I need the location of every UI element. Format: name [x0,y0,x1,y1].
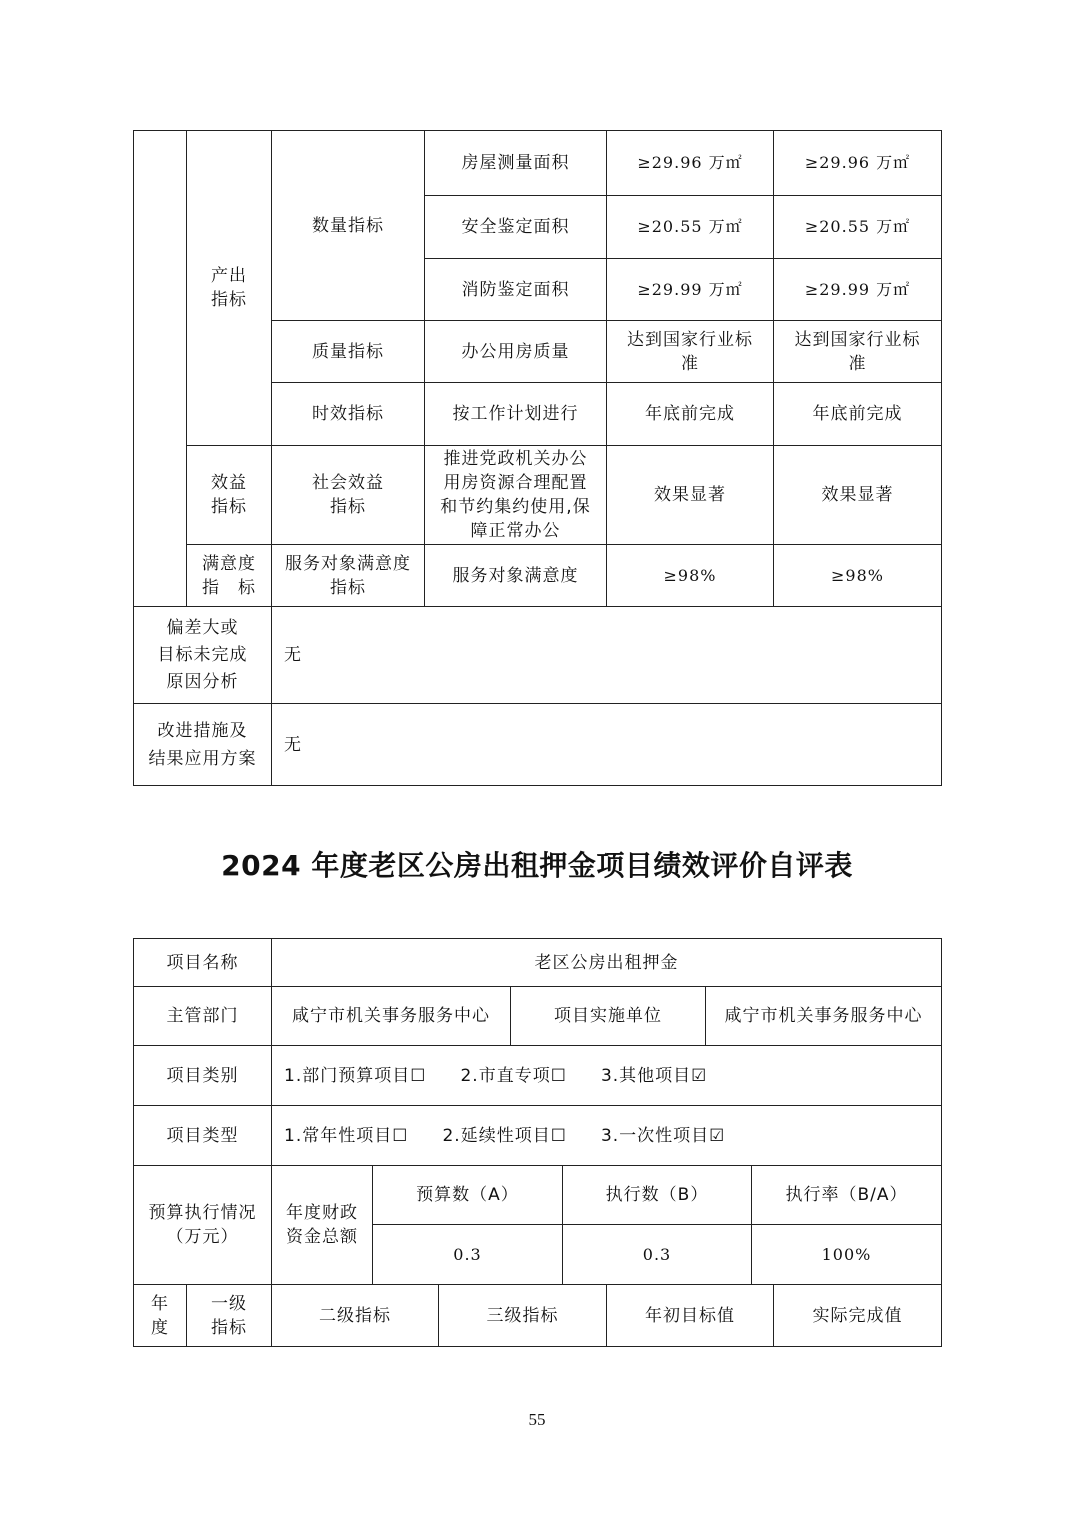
dept-value: 咸宁市机关事务服务中心 [292,1006,490,1026]
impl-value: 咸宁市机关事务服务中心 [724,1006,923,1026]
dept-label: 主管部门 [166,1006,239,1026]
budget-value-b: 0.3 [642,1244,672,1264]
actual-social-benefit: 效果显著 [821,485,894,505]
fiscal-total-label: 年度财政 资金总额 [286,1203,358,1247]
deviation-value: 无 [284,645,302,665]
item-social-benefit: 推进党政机关办公 用房资源合理配置 和节约集约使用,保 障正常办公 [440,449,591,541]
budget-value-a: 0.3 [453,1244,482,1264]
target-house-survey-area: ≥29.96 万㎡ [637,153,743,172]
level1-benefit-indicator: 效益 指标 [211,473,247,517]
actual-fire-appraisal-area: ≥29.99 万㎡ [804,279,911,299]
target-fire-appraisal-area: ≥29.99 万㎡ [637,279,743,299]
category-option-city-special[interactable]: 2.市直专项☐ [460,1065,567,1086]
page-number: 55 [528,1410,546,1429]
item-safety-appraisal-area: 安全鉴定面积 [461,217,570,237]
actual-satisfaction: ≥98% [831,565,884,585]
type-option-one-time[interactable]: 3.一次性项目☑ [600,1125,726,1146]
deviation-label: 偏差大或 目标未完成 原因分析 [157,617,248,692]
header-level3: 三级指标 [486,1305,559,1326]
level1-satisfaction-indicator: 满意度 指 标 [202,553,256,598]
target-safety-appraisal-area: ≥20.55 万㎡ [637,217,743,236]
category-option-other[interactable]: 3.其他项目☑ [600,1065,708,1086]
header-level2: 二级指标 [319,1305,391,1326]
header-year: 年 度 [151,1293,169,1338]
level2-timeliness-indicator: 时效指标 [312,404,384,424]
level2-quality-indicator: 质量指标 [312,341,384,362]
header-target: 年初目标值 [645,1305,735,1326]
level2-social-benefit: 社会效益 指标 [312,473,384,517]
item-office-quality: 办公用房质量 [461,341,570,362]
budget-header-a: 预算数（A） [416,1185,519,1205]
level1-output-indicator: 产出 指标 [211,266,247,310]
budget-header-b: 执行数（B） [605,1185,709,1205]
improvement-value: 无 [284,734,302,755]
category-options [272,1046,941,1105]
budget-value-rate: 100% [821,1244,872,1264]
actual-house-survey-area: ≥29.96 万㎡ [804,153,911,172]
project-name-value: 老区公房出租押金 [534,952,679,973]
actual-office-quality: 达到国家行业标 准 [794,329,921,374]
item-satisfaction: 服务对象满意度 [452,565,579,586]
level2-quantity-indicator: 数量指标 [312,215,384,236]
actual-work-plan: 年底前完成 [812,404,903,424]
item-house-survey-area: 房屋测量面积 [461,153,570,173]
target-satisfaction: ≥98% [663,565,717,585]
item-work-plan: 按工作计划进行 [452,404,579,424]
actual-safety-appraisal-area: ≥20.55 万㎡ [804,217,911,236]
target-office-quality: 达到国家行业标 准 [627,329,753,374]
impl-label: 项目实施单位 [554,1006,662,1026]
item-fire-appraisal-area: 消防鉴定面积 [461,279,570,300]
header-actual: 实际完成值 [812,1305,903,1326]
category-option-dept-budget[interactable]: 1.部门预算项目☐ [284,1065,427,1086]
improvement-label: 改进措施及 结果应用方案 [148,720,257,769]
type-options [272,1106,941,1165]
header-level1: 一级 指标 [211,1293,247,1338]
project-name-label: 项目名称 [166,952,239,973]
category-label: 项目类别 [166,1065,239,1086]
type-option-annual[interactable]: 1.常年性项目☐ [284,1125,409,1146]
level2-satisfaction: 服务对象满意度 指标 [285,553,411,598]
type-label: 项目类型 [166,1125,239,1146]
budget-header-rate: 执行率（B/A） [785,1185,908,1205]
type-option-continuing[interactable]: 2.延续性项目☐ [442,1125,567,1146]
budget-label: 预算执行情况 （万元） [148,1203,257,1247]
page-title: 2024 年度老区公房出租押金项目绩效评价自评表 [221,849,853,882]
target-social-benefit: 效果显著 [654,485,726,505]
target-work-plan: 年底前完成 [645,404,735,424]
